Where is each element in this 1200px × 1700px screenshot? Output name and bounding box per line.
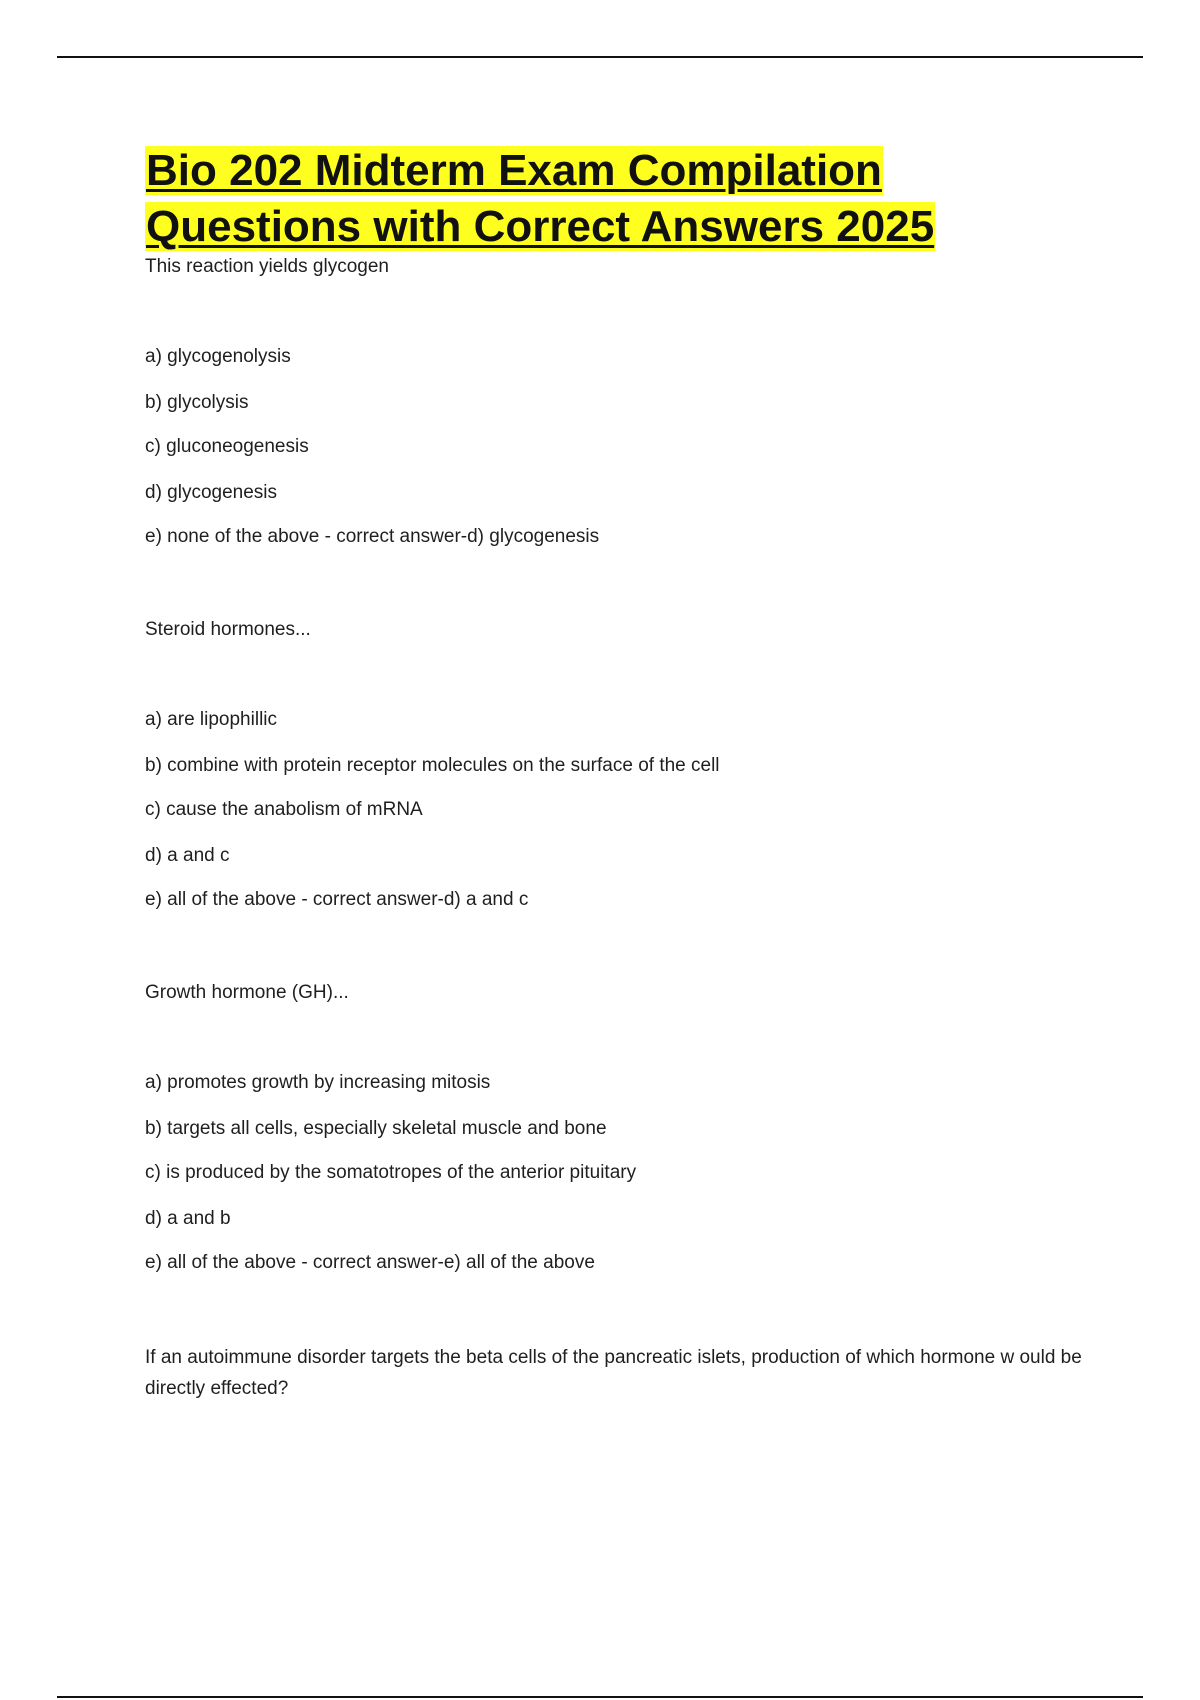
option-item: b) combine with protein receptor molecules on the surface of the cell: [145, 755, 720, 776]
option-list: [145, 708, 1095, 912]
top-rule: [57, 56, 1143, 58]
title-line-1: Bio 202 Midterm Exam Compilation: [146, 146, 882, 195]
question-block: [145, 255, 1095, 549]
question-block: [145, 981, 1095, 1275]
option-item: e) all of the above - correct answer-e) all of the above: [145, 1252, 595, 1273]
option-item: a) are lipophillic: [145, 709, 278, 730]
option-item: a) glycogenolysis: [145, 346, 291, 367]
option-list: [145, 345, 1095, 549]
option-item: e) none of the above - correct answer-d) glycogenesis: [145, 526, 600, 547]
question-text: If an autoimmune disorder targets the beta cells of the pancreatic islets, production of which hormone w ould be directly effected?: [145, 1347, 1082, 1399]
question-text: Growth hormone (GH)...: [145, 982, 349, 1003]
option-item: e) all of the above - correct answer-d) a and c: [145, 889, 529, 910]
option-item: d) glycogenesis: [145, 482, 278, 503]
option-item: b) targets all cells, especially skeletal muscle and bone: [145, 1118, 607, 1139]
document-title: [145, 143, 1095, 255]
question-block: [145, 618, 1095, 912]
option-item: c) is produced by the somatotropes of the anterior pituitary: [145, 1162, 637, 1183]
option-list: [145, 1071, 1095, 1275]
option-item: b) glycolysis: [145, 392, 249, 413]
question-text: This reaction yields glycogen: [145, 256, 389, 277]
document-body: [145, 143, 1095, 1399]
option-item: d) a and c: [145, 845, 230, 866]
question-block: [145, 1342, 1095, 1404]
option-item: a) promotes growth by increasing mitosis: [145, 1072, 491, 1093]
bottom-rule: [57, 1696, 1143, 1698]
title-line-2: Questions with Correct Answers 2025: [146, 202, 935, 251]
question-text: Steroid hormones...: [145, 619, 311, 640]
option-item: c) gluconeogenesis: [145, 436, 309, 457]
option-item: d) a and b: [145, 1208, 231, 1229]
option-item: c) cause the anabolism of mRNA: [145, 799, 423, 820]
